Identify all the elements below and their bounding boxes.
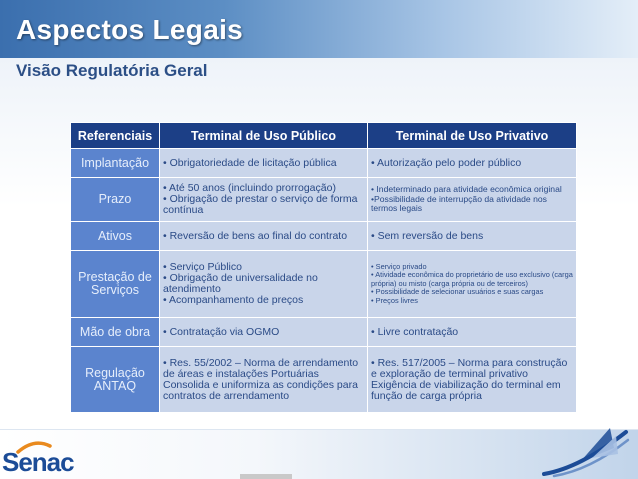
slide-subtitle: Visão Regulatória Geral [16,61,208,80]
private-cell [368,347,577,413]
cell-text: • Reversão de bens ao final do contrato [163,229,348,242]
regulatory-table [70,122,577,413]
cell-text: • Sem reversão de bens [371,229,484,242]
row-label: Ativos [71,222,160,251]
cell-text: • Livre contratação [371,325,459,338]
private-cell [368,222,577,251]
row-label: Prazo [71,178,160,222]
table-row [71,347,577,413]
row-label: Mão de obra [71,318,160,347]
private-cell [368,178,577,222]
public-cell [160,318,368,347]
table-row [71,318,577,347]
cell-text: • Serviço Público • Obrigação de universalidade no atendimento • Acompanhamento de preços [163,261,318,306]
header-referenciais: Referenciais [71,123,160,149]
table-row [71,222,577,251]
public-cell [160,149,368,178]
slide-title: Aspectos Legais [16,14,244,45]
row-label: Implantação [71,149,160,178]
table-header-row [71,123,577,149]
table-row [71,149,577,178]
cell-text: • Contratação via OGMO [163,325,280,338]
senac-logo-text: Senac [2,447,74,477]
table-row [71,251,577,318]
cell-text: • Autorização pelo poder público [371,156,522,169]
header-terminal-privativo: Terminal de Uso Privativo [368,123,577,149]
cell-text: • Indeterminado para atividade econômica original •Possibilidade de interrupção da atividade nos termos legais [371,184,562,214]
public-cell [160,347,368,413]
private-cell [368,149,577,178]
public-cell [160,222,368,251]
table-row [71,178,577,222]
cell-text: • Res. 517/2005 – Norma para construção e exploração de terminal privativo Exigência de viabilização do terminal em função de carga própria [371,356,568,402]
private-cell [368,251,577,318]
row-label: Prestação de Serviços [71,251,160,318]
scrollbar-thumb[interactable] [240,474,292,479]
public-cell [160,251,368,318]
header-terminal-publico: Terminal de Uso Público [160,123,368,149]
cell-text: • Serviço privado • Atividade econômica do proprietário de uso exclusivo (carga própria) ou misto (carga própria ou de terceiros) • Possibilidade de selecionar usuários e suas cargas • Preços livres [371,261,573,305]
cell-text: • Res. 55/2002 – Norma de arrendamento de áreas e instalações Portuárias Consolida e uniformiza as condições para contratos de arrendamento [163,356,359,402]
row-label: Regulação ANTAQ [71,347,160,413]
public-cell [160,178,368,222]
cell-text: • Obrigatoriedade de licitação pública [163,156,337,169]
antaq-emblem-icon [540,418,630,478]
private-cell [368,318,577,347]
cell-text: • Até 50 anos (incluindo prorrogação) • Obrigação de prestar o serviço de forma contínua [163,182,358,216]
